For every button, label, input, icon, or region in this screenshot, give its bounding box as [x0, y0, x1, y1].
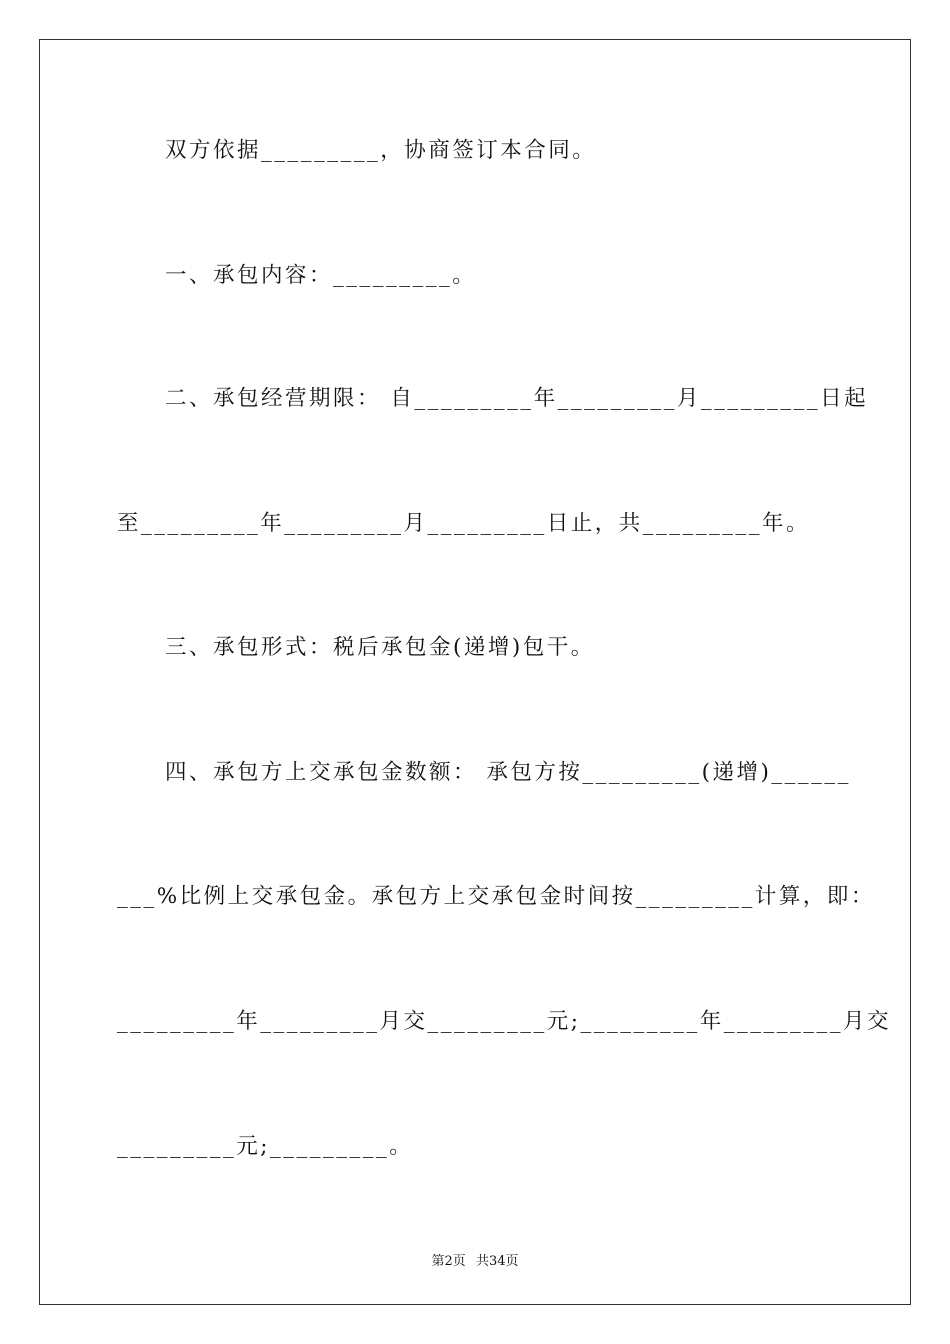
clause-2-term: 二、承包经营期限： 自_________年_________月_________日起 [165, 386, 869, 411]
paragraph-basis: 双方依据_________，协商签订本合同。 [165, 138, 597, 163]
clause-4-amount: 四、承包方上交承包金数额： 承包方按_________(递增)______ [165, 760, 851, 785]
clause-3-form: 三、承包形式：税后承包金(递增)包干。 [165, 635, 595, 660]
page-frame [39, 39, 911, 1305]
page-footer [0, 1250, 950, 1269]
clause-2-term-cont: 至_________年_________月_________日止，共_________年。 [117, 511, 811, 536]
clause-1-content: 一、承包内容：_________。 [165, 263, 477, 288]
page-total: 共34页 [475, 1254, 519, 1269]
page-number: 第2页 [431, 1254, 466, 1269]
clause-4-schedule-cont: _________元;_________。 [117, 1134, 414, 1159]
clause-4-amount-cont: ___%比例上交承包金。承包方上交承包金时间按_________计算，即： [117, 884, 875, 909]
clause-4-schedule: _________年_________月交_________元;_________年_________月交 [117, 1009, 891, 1034]
